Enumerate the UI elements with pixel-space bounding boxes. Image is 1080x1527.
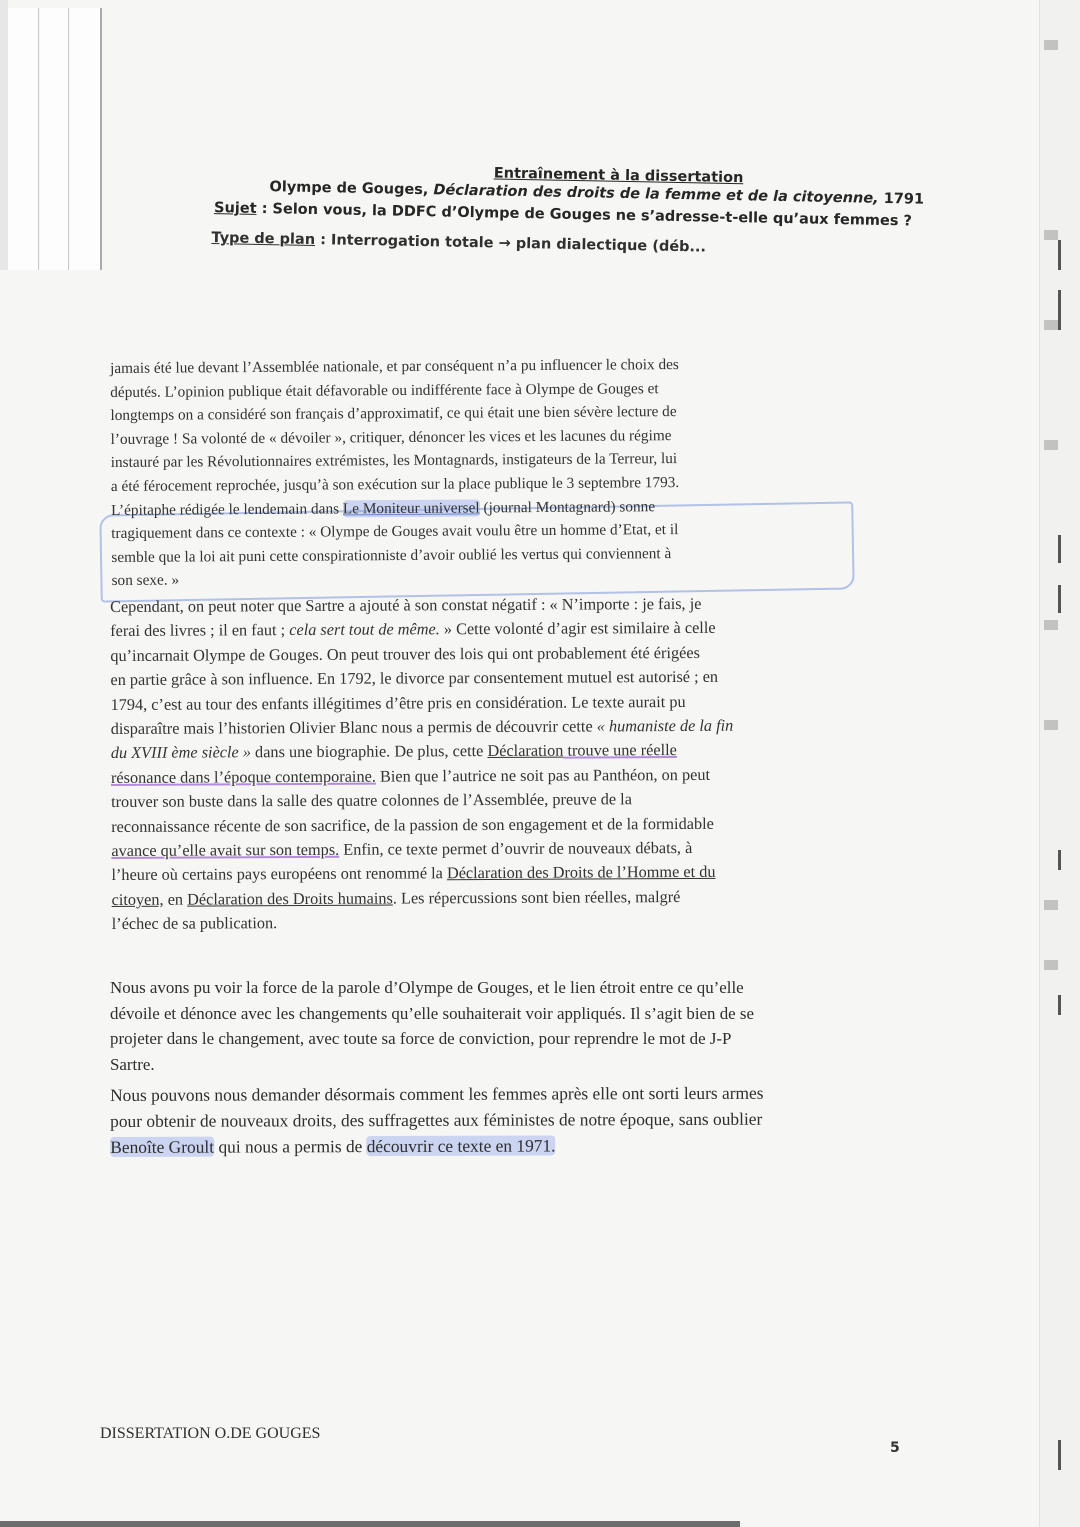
paragraph-2: Cependant, on peut noter que Sartre a ajouté à son constat négatif : « N’importe : je fais, je ferai des livres ; il en faut ; cela sert tout de même. » Cette volonté d’agir est similaire à celle qu’incarnait Olympe de Gouges. On peut trouver des lois qui ont probablement été érigées en partie grâce à son influence. En 1792, le divorce par consentement mutuel est autorisé ; en 1794, c’est au tour des enfants illégitimes d’être pris en considération. Le texte aurait pu disparaître mais l’historien Olivier Blanc nous a permis de découvrir cette « humaniste de la fin du XVIII ème siècle » dans une biographie. De plus, cette Déclaration trouve une réelle résonance dans l’époque contemporaine. Bien que l’autrice ne soit pas au Panthéon, on peut trouver son buste dans la salle des quatre colonnes de l’Assemblée, preuve de la reconnaissance récente de son sacrifice, de la passion de son engagement et de la formidable avance qu’elle avait sur son temps. Enfin, ce texte permet d’ouvrir de nouveaux débats, à l’heure où certains pays européens ont renommé la Déclaration des Droits de l’Homme et du citoyen, en Déclaration des Droits humains. Les répercussions sont bien réelles, malgré l’échec de sa publication. <box>110 593 734 934</box>
header-work: Olympe de Gouges, Déclaration des droits de la femme et de la citoyenne, 1791 <box>269 179 925 208</box>
header-subject: Sujet : Selon vous, la DDFC d’Olympe de Gouges ne s’adresse-t-elle qu’aux femmes ? <box>213 200 913 230</box>
footer-label: DISSERTATION O.DE GOUGES <box>100 1425 321 1442</box>
adjacent-page-edge <box>1039 0 1080 1527</box>
highlight-resonance: résonance dans l’époque contemporaine. <box>110 766 376 787</box>
conclusion-paragraph: Nous avons pu voir la force de la parole d’Olympe de Gouges, et le lien étroit entre ce qu’elle dévoile et dénonce avec les changements qu’elle souhaiterait voir appliqués. Il s’agit bien de se projeter dans le changement, avec toute sa force de conviction, pour reprendre le mot de J-P Sartre. <box>110 978 754 1074</box>
opening-paragraph: Nous pouvons nous demander désormais comment les femmes après elle ont sorti leurs armes pour obtenir de nouveaux droits, des suffragettes aux féministes de notre époque, sans oublier Benoîte Groult qui nous a permis de découvrir ce texte en 1971. <box>110 1082 764 1157</box>
highlight-avance: avance qu’elle avait sur son temps. <box>111 839 340 861</box>
exercise-header <box>210 160 925 256</box>
highlight-1971: découvrir ce texte en 1971. <box>366 1135 556 1157</box>
newspaper-title: Le Moniteur universel <box>342 498 480 517</box>
paper-stack-edge <box>0 0 110 270</box>
paragraph-1: jamais été lue devant l’Assemblée nationale, et par conséquent n’a pu influencer le choix des députés. L’opinion publique était défavorable ou indifférente face à Olympe de Gouges et longtemps on a considéré son français d’approximatif, ce qui était une bien sévère lecture de l’ouvrage ! Sa volonté de « dévoiler », critiquer, dénoncer les vices et les lacunes du régime instauré par les Révolutionnaires extrémistes, les Montagnards, instigateurs de la Terreur, lui a été férocement reprochée, jusqu’à son exécution sur la place publique le 3 septembre 1793. L’épitaphe rédigée le lendemain dans Le Moniteur universel (journal Montagnard) sonne tragiquement dans ce contexte : « Olympe de Gouges avait voulu être un homme d’Etat, et il semble que la loi ait puni cette conspirationniste d’avoir oublié les vertus qui conviennent à son sexe. » <box>110 356 680 590</box>
highlight-benoite-groult: Benoîte Groult <box>110 1136 215 1157</box>
header-title: Entraînement à la dissertation <box>493 165 744 187</box>
page-number: 5 <box>890 1440 900 1456</box>
bottom-shadow <box>0 1521 740 1527</box>
header-plan-type: Type de plan : Interrogation totale → plan dialectique (déb... <box>211 230 707 256</box>
